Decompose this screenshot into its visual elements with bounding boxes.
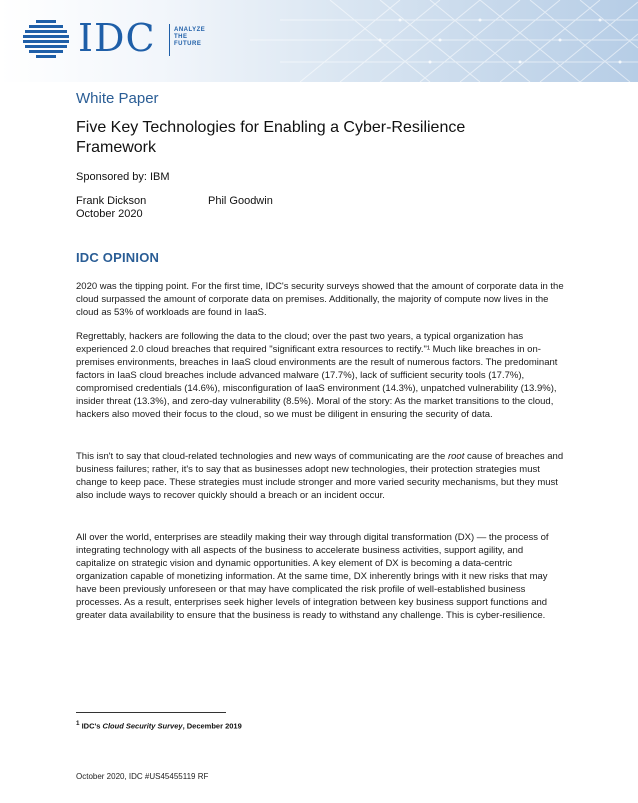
paragraph-3-text: cause of breaches and business failures; rather, it's to say that as businesses adopt new technologies, their protection strategies must change to keep pace. These strategies must include stronger and more varied security mechanisms, but they must also include ways to recover quickly should a breach or an incident occur. [76, 451, 564, 501]
page-footer: October 2020, IDC #US45455119 RF [76, 772, 209, 781]
paragraph-4: All over the world, enterprises are steadily making their way through digital transformation (DX) — the process of integrating technology with all aspects of the business to accelerate business activities, support agility, and capitalize on strategic vision and dynamic opportunities. A key element of DX is becoming a data-centric organization capable of monetizing information. At the same time, DX inherently brings with it new risks that may have been previously unforeseen or that may have complicated the risk profile of well-established business processes. As a result, enterprises seek higher levels of integration between key business support functions and greater data availability to ensure that the business is ready to withstand any challenge. This is cyber-resilience. [76, 532, 549, 621]
footnote [76, 720, 242, 731]
footnote-source: Cloud Security Survey [102, 721, 183, 731]
logo-wordmark: IDC [78, 16, 156, 60]
logo-tagline [174, 27, 205, 48]
logo-divider [169, 24, 170, 56]
document-title: Five Key Technologies for Enabling a Cyber-Resilience Framework [76, 119, 466, 156]
header-banner [0, 0, 638, 82]
footnote-marker: 1 [76, 720, 80, 727]
paragraph-1: 2020 was the tipping point. For the first time, IDC's security surveys showed that the amount of corporate data in the cloud surpassed the amount of corporate data on premises. Additionally, the majority of compute now lives in the cloud as 53% of workloads are found in IaaS. [76, 281, 564, 318]
footnote-date: , December 2019 [182, 721, 242, 731]
sponsor-line: Sponsored by: IBM [76, 171, 170, 183]
paragraph-2: Regrettably, hackers are following the data to the cloud; over the past two years, a typical organization has experienced 2.0 cloud breaches that required "significant extra resources to rectify."¹ Much like breaches in on-premises environments, breaches in IaaS cloud environments are the result of numerous factors. The predominant factors in IaaS cloud breaches include advanced malware (17.7%), lack of sufficient security tools (17.7%), compromised credentials (14.6%), misconfiguration of IaaS environment (14.3%), unpatched vulnerability (13.9%), insider threat (13.3%), and zero-day vulnerability (8.5%). Moral of the story: As the market transitions to the cloud, hackers also moved their focus to the cloud, so we must be diligent in ensuring the security of data. [76, 331, 558, 420]
logo-tagline-line: FUTURE [174, 41, 202, 47]
document-type: White Paper [76, 90, 159, 107]
publication-date: October 2020 [76, 208, 143, 220]
globe-icon [22, 20, 70, 58]
logo-tagline-line: THE [174, 34, 188, 40]
author-phil-goodwin: Phil Goodwin [208, 195, 273, 207]
footnote-prefix: IDC's [79, 721, 103, 731]
author-frank-dickson: Frank Dickson [76, 195, 147, 207]
footnote-divider [76, 712, 226, 713]
section-heading: IDC OPINION [76, 250, 160, 265]
logo-tagline-line: ANALYZE [174, 27, 206, 33]
paragraph-3-text: This isn't to say that cloud-related technologies and new ways of communicating are the [76, 451, 448, 462]
paragraph-3-emphasis: root [447, 451, 465, 462]
paragraph-3 [76, 450, 564, 502]
